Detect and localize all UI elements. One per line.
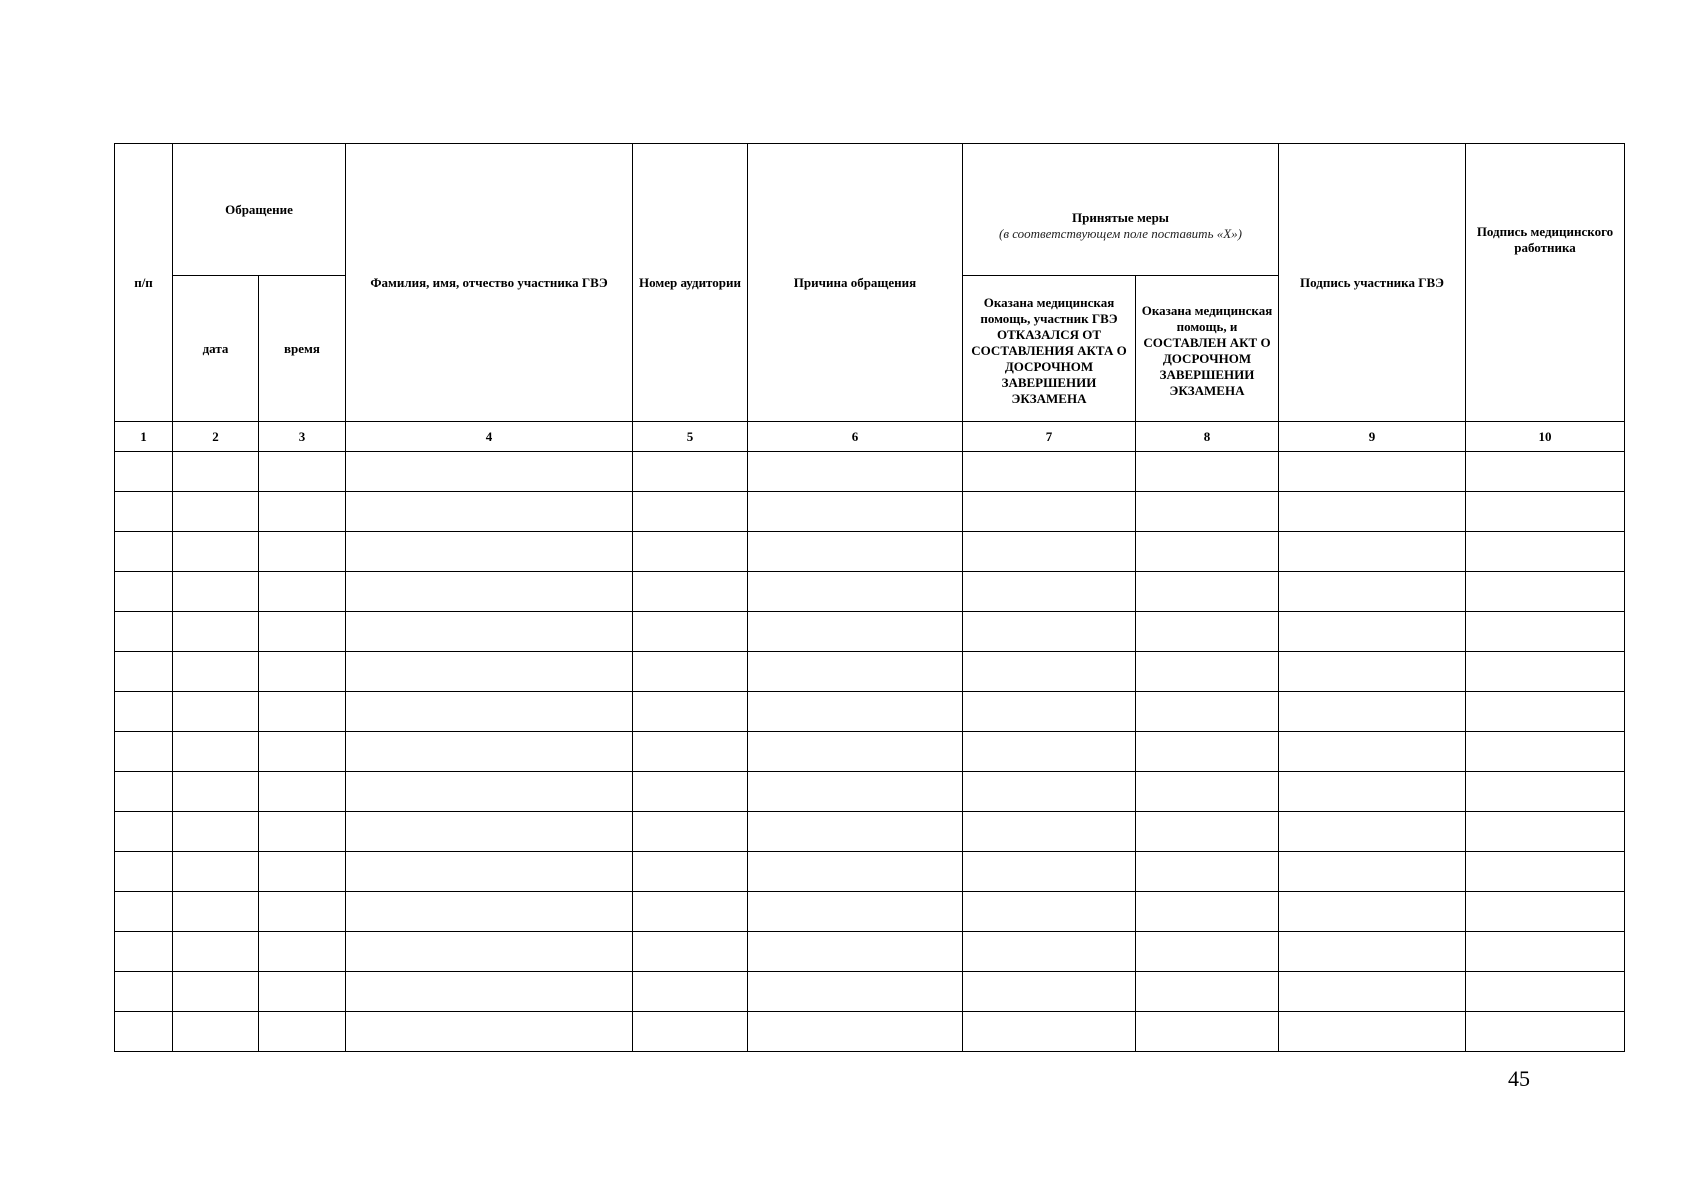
table-cell[interactable]	[633, 492, 748, 532]
table-cell[interactable]	[1279, 892, 1466, 932]
table-cell[interactable]	[173, 932, 259, 972]
table-row	[115, 452, 1625, 492]
table-row	[115, 492, 1625, 532]
table-cell[interactable]	[346, 692, 633, 732]
table-row	[115, 772, 1625, 812]
table-cell[interactable]	[1136, 1012, 1279, 1052]
table-cell[interactable]	[1466, 612, 1625, 652]
table-row	[115, 612, 1625, 652]
table-cell[interactable]	[1279, 932, 1466, 972]
table-cell[interactable]	[115, 932, 173, 972]
table-cell[interactable]	[633, 892, 748, 932]
table-cell[interactable]	[1136, 812, 1279, 852]
table-cell[interactable]	[963, 532, 1136, 572]
table-cell[interactable]	[1466, 972, 1625, 1012]
table-cell[interactable]	[1136, 612, 1279, 652]
medical-log-table	[114, 143, 1625, 1052]
measures-title: Принятые меры	[1072, 209, 1169, 225]
column-number: 4	[346, 422, 633, 452]
table-row	[115, 692, 1625, 732]
table-cell[interactable]	[173, 612, 259, 652]
table-cell[interactable]	[633, 852, 748, 892]
table-cell[interactable]	[1279, 492, 1466, 532]
column-number: 3	[259, 422, 346, 452]
table-cell[interactable]	[259, 492, 346, 532]
table-cell[interactable]	[748, 932, 963, 972]
table-cell[interactable]	[259, 692, 346, 732]
table-cell[interactable]	[1466, 1012, 1625, 1052]
table-cell[interactable]	[1466, 452, 1625, 492]
table-cell[interactable]	[115, 892, 173, 932]
table-cell[interactable]	[963, 972, 1136, 1012]
table-cell[interactable]	[633, 572, 748, 612]
table-cell[interactable]	[1136, 532, 1279, 572]
table-row	[115, 932, 1625, 972]
table-cell[interactable]	[748, 612, 963, 652]
table-cell[interactable]	[115, 492, 173, 532]
table-cell[interactable]	[346, 772, 633, 812]
table-cell[interactable]	[1466, 852, 1625, 892]
table-cell[interactable]	[346, 972, 633, 1012]
table-cell[interactable]	[633, 732, 748, 772]
column-number-row	[115, 422, 1625, 452]
table-cell[interactable]	[963, 1012, 1136, 1052]
page-number: 45	[1508, 1066, 1530, 1091]
table-cell[interactable]	[115, 612, 173, 652]
table-cell[interactable]	[1466, 492, 1625, 532]
table-cell[interactable]	[1136, 452, 1279, 492]
table-cell[interactable]	[633, 612, 748, 652]
table-cell[interactable]	[346, 492, 633, 532]
table-cell[interactable]	[1136, 932, 1279, 972]
table-cell[interactable]	[748, 812, 963, 852]
table-cell[interactable]	[633, 812, 748, 852]
table-cell[interactable]	[1136, 732, 1279, 772]
table-cell[interactable]	[173, 772, 259, 812]
column-number: 6	[748, 422, 963, 452]
table-cell[interactable]	[173, 532, 259, 572]
table-cell[interactable]	[173, 892, 259, 932]
table-cell[interactable]	[259, 852, 346, 892]
table-cell[interactable]	[115, 1012, 173, 1052]
table-cell[interactable]	[963, 732, 1136, 772]
table-cell[interactable]	[748, 892, 963, 932]
table-cell[interactable]	[115, 452, 173, 492]
header-drawn-up: Оказана медицинская помощь, и СОСТАВЛЕН АКТ О ДОСРОЧНОМ ЗАВЕРШЕНИИ ЭКЗАМЕНА	[1136, 276, 1279, 422]
table-cell[interactable]	[1466, 532, 1625, 572]
table-cell[interactable]	[1279, 692, 1466, 732]
table-cell[interactable]	[259, 652, 346, 692]
table-cell[interactable]	[346, 812, 633, 852]
table-cell[interactable]	[1136, 692, 1279, 732]
table-cell[interactable]	[259, 452, 346, 492]
table-row	[115, 652, 1625, 692]
table-cell[interactable]	[633, 772, 748, 812]
column-number: 8	[1136, 422, 1279, 452]
table-cell[interactable]	[259, 532, 346, 572]
table-cell[interactable]	[173, 812, 259, 852]
table-cell[interactable]	[115, 692, 173, 732]
table-cell[interactable]	[633, 1012, 748, 1052]
table-cell[interactable]	[748, 452, 963, 492]
header-appeal: Обращение	[173, 144, 346, 276]
table-cell[interactable]	[963, 612, 1136, 652]
table-cell[interactable]	[1279, 852, 1466, 892]
header-time: время	[259, 276, 346, 422]
table-cell[interactable]	[633, 452, 748, 492]
column-number: 7	[963, 422, 1136, 452]
table-cell[interactable]	[1279, 612, 1466, 652]
table-cell[interactable]	[1279, 972, 1466, 1012]
table-row	[115, 1012, 1625, 1052]
table-cell[interactable]	[963, 452, 1136, 492]
table-cell[interactable]	[1466, 572, 1625, 612]
table-cell[interactable]	[1466, 652, 1625, 692]
table-cell[interactable]	[259, 972, 346, 1012]
column-number: 2	[173, 422, 259, 452]
table-cell[interactable]	[963, 932, 1136, 972]
table-cell[interactable]	[633, 652, 748, 692]
table-cell[interactable]	[1466, 692, 1625, 732]
table-cell[interactable]	[748, 732, 963, 772]
table-cell[interactable]	[346, 612, 633, 652]
table-row	[115, 732, 1625, 772]
table-cell[interactable]	[173, 692, 259, 732]
header-participant-sign: Подпись участника ГВЭ	[1279, 144, 1466, 422]
table-cell[interactable]	[173, 572, 259, 612]
table-cell[interactable]	[346, 852, 633, 892]
table-cell[interactable]	[1466, 772, 1625, 812]
table-cell[interactable]	[259, 932, 346, 972]
table-cell[interactable]	[748, 532, 963, 572]
table-cell[interactable]	[1279, 812, 1466, 852]
table-cell[interactable]	[633, 692, 748, 732]
table-cell[interactable]	[1279, 572, 1466, 612]
table-cell[interactable]	[346, 572, 633, 612]
table-cell[interactable]	[1136, 572, 1279, 612]
table-cell[interactable]	[115, 652, 173, 692]
table-cell[interactable]	[115, 972, 173, 1012]
table-row	[115, 572, 1625, 612]
table-cell[interactable]	[115, 772, 173, 812]
table-cell[interactable]	[173, 492, 259, 532]
table-cell[interactable]	[963, 772, 1136, 812]
table-cell[interactable]	[748, 1012, 963, 1052]
table-cell[interactable]	[173, 452, 259, 492]
table-cell[interactable]	[633, 972, 748, 1012]
table-cell[interactable]	[1466, 812, 1625, 852]
table-cell[interactable]	[1136, 852, 1279, 892]
table-cell[interactable]	[346, 932, 633, 972]
table-cell[interactable]	[963, 492, 1136, 532]
table-cell[interactable]	[963, 652, 1136, 692]
table-cell[interactable]	[259, 1012, 346, 1052]
table-cell[interactable]	[346, 652, 633, 692]
header-room: Номер аудитории	[633, 144, 748, 422]
table-cell[interactable]	[748, 572, 963, 612]
header-medic-sign: Подпись медицинского работника	[1466, 144, 1625, 422]
table-cell[interactable]	[963, 812, 1136, 852]
table-cell[interactable]	[633, 932, 748, 972]
table-cell[interactable]	[173, 1012, 259, 1052]
table-row	[115, 892, 1625, 932]
table-cell[interactable]	[1136, 772, 1279, 812]
table-cell[interactable]	[259, 612, 346, 652]
table-cell[interactable]	[1136, 492, 1279, 532]
table-cell[interactable]	[259, 732, 346, 772]
table-cell[interactable]	[259, 812, 346, 852]
table-row	[115, 972, 1625, 1012]
table-cell[interactable]	[115, 852, 173, 892]
table-cell[interactable]	[173, 652, 259, 692]
table-cell[interactable]	[259, 892, 346, 932]
table-cell[interactable]	[115, 812, 173, 852]
table-cell[interactable]	[1279, 532, 1466, 572]
table-cell[interactable]	[346, 452, 633, 492]
table-cell[interactable]	[115, 572, 173, 612]
table-cell[interactable]	[173, 852, 259, 892]
table-cell[interactable]	[1466, 892, 1625, 932]
table-cell[interactable]	[346, 892, 633, 932]
table-cell[interactable]	[173, 732, 259, 772]
table-row	[115, 852, 1625, 892]
table-cell[interactable]	[115, 732, 173, 772]
table-cell[interactable]	[115, 532, 173, 572]
table-cell[interactable]	[1279, 732, 1466, 772]
table-cell[interactable]	[963, 692, 1136, 732]
header-measures	[963, 144, 1279, 276]
column-number: 10	[1466, 422, 1625, 452]
table-cell[interactable]	[748, 772, 963, 812]
table-cell[interactable]	[1466, 732, 1625, 772]
table-cell[interactable]	[1279, 452, 1466, 492]
table-cell[interactable]	[748, 652, 963, 692]
table-cell[interactable]	[1136, 972, 1279, 1012]
table-cell[interactable]	[963, 892, 1136, 932]
table-cell[interactable]	[963, 852, 1136, 892]
table-cell[interactable]	[633, 532, 748, 572]
table-cell[interactable]	[1279, 652, 1466, 692]
header-date: дата	[173, 276, 259, 422]
table-cell[interactable]	[259, 572, 346, 612]
column-number: 5	[633, 422, 748, 452]
header-refused: Оказана медицинская помощь, участник ГВЭ ОТКАЗАЛСЯ ОТ СОСТАВЛЕНИЯ АКТА О ДОСРОЧНОМ ЗАВЕРШЕНИИ ЭКЗАМЕНА	[963, 276, 1136, 422]
table-cell[interactable]	[259, 772, 346, 812]
header-reason: Причина обращения	[748, 144, 963, 422]
table-row	[115, 812, 1625, 852]
table-cell[interactable]	[346, 1012, 633, 1052]
table-cell[interactable]	[1466, 932, 1625, 972]
table-cell[interactable]	[1136, 892, 1279, 932]
table-cell[interactable]	[346, 732, 633, 772]
header-name: Фамилия, имя, отчество участника ГВЭ	[346, 144, 633, 422]
table-cell[interactable]	[1136, 652, 1279, 692]
table-cell[interactable]	[748, 852, 963, 892]
table-cell[interactable]	[173, 972, 259, 1012]
column-number: 9	[1279, 422, 1466, 452]
header-num: п/п	[115, 144, 173, 422]
table-cell[interactable]	[346, 532, 633, 572]
column-number: 1	[115, 422, 173, 452]
measures-note: (в соответствующем поле поставить «Х»)	[998, 225, 1243, 241]
table-cell[interactable]	[748, 972, 963, 1012]
table-cell[interactable]	[748, 492, 963, 532]
table-cell[interactable]	[1279, 1012, 1466, 1052]
table-cell[interactable]	[748, 692, 963, 732]
table-cell[interactable]	[963, 572, 1136, 612]
table-cell[interactable]	[1279, 772, 1466, 812]
table-row	[115, 532, 1625, 572]
